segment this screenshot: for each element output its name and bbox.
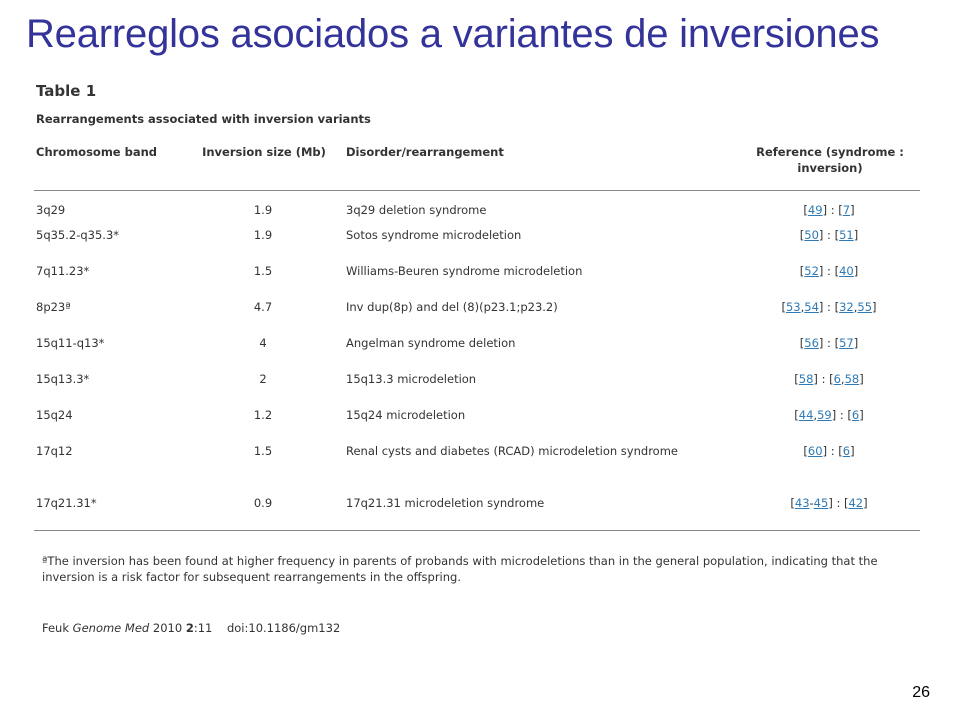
reference-link[interactable]: 40 — [839, 263, 854, 278]
reference-link[interactable]: 44 — [798, 407, 814, 422]
cell-inversion-size: 4 — [259, 335, 267, 350]
reference-separator: - — [809, 495, 814, 510]
cell-disorder: 15q13.3 microdeletion — [346, 371, 477, 386]
cell-disorder: 17q21.31 microdeletion syndrome — [336, 495, 738, 531]
reference-link[interactable]: 6 — [833, 371, 841, 386]
cell-inversion-size: 1.2 — [253, 407, 273, 422]
table-header-row — [34, 144, 920, 191]
rearrangements-table — [34, 144, 920, 531]
reference-link[interactable]: 60 — [807, 443, 823, 458]
header-chromosome-band: Chromosome band — [34, 144, 190, 191]
cell-chromosome-band: 7q11.23* — [36, 263, 90, 278]
table-row — [34, 335, 920, 371]
citation-journal: Genome Med — [72, 621, 150, 635]
table-footnote: ªThe inversion has been found at higher frequency in parents of probands with microdeletions than in the general population, indicating that the inversion is a risk factor for subsequent rearrangements in the offspring. — [42, 554, 878, 584]
page-number: 26 — [912, 684, 930, 701]
cell-disorder: Williams-Beuren syndrome microdeletion — [346, 263, 583, 278]
cell-reference: [43-45] : [42] — [738, 495, 920, 531]
cell-reference: [52] : [40] — [799, 263, 859, 278]
cell-chromosome-band: 17q21.31* — [34, 495, 190, 531]
cell-inversion-size: 2 — [259, 371, 267, 386]
reference-link[interactable]: 7 — [842, 203, 851, 217]
table-caption: Rearrangements associated with inversion variants — [36, 112, 371, 126]
table-row — [34, 443, 920, 495]
cell-inversion-size: 1.5 — [253, 263, 273, 278]
table-figure — [34, 82, 920, 635]
reference-link[interactable]: 42 — [848, 495, 864, 510]
reference-link[interactable]: 43 — [794, 495, 810, 510]
reference-link[interactable]: 6 — [851, 407, 860, 422]
cell-chromosome-band: 3q29 — [36, 203, 66, 217]
table-row — [34, 407, 920, 443]
cell-reference: [53,54] : [32,55] — [781, 299, 877, 314]
table-body — [34, 191, 920, 531]
citation-doi: doi:10.1186/gm132 — [226, 621, 341, 635]
reference-link[interactable]: 51 — [839, 227, 854, 242]
cell-disorder: Inv dup(8p) and del (8)(p23.1;p23.2) — [346, 299, 558, 314]
cell-reference: [44,59] : [6] — [794, 407, 864, 422]
table-row — [34, 371, 920, 407]
cell-inversion-size: 1.9 — [253, 203, 273, 217]
reference-link[interactable]: 58 — [798, 371, 814, 386]
reference-link[interactable]: 56 — [804, 335, 819, 350]
reference-link[interactable]: 54 — [804, 299, 819, 314]
cell-reference: [49] : [7] — [803, 203, 855, 217]
table-row — [34, 299, 920, 335]
header-inversion-size: Inversion size (Mb) — [190, 144, 336, 191]
reference-link[interactable]: 49 — [807, 203, 823, 217]
reference-link[interactable]: 50 — [804, 227, 819, 242]
cell-inversion-size: 0.9 — [190, 495, 336, 531]
header-reference: Reference (syndrome : inversion) — [738, 144, 920, 191]
citation-volume: 2 — [185, 621, 194, 635]
cell-reference: [50] : [51] — [799, 227, 859, 242]
citation-page: :11 — [193, 621, 213, 635]
reference-link[interactable]: 55 — [857, 299, 873, 314]
table-row — [34, 191, 920, 227]
table-row — [34, 263, 920, 299]
reference-separator: , — [800, 299, 805, 314]
reference-link[interactable]: 6 — [842, 443, 851, 458]
reference-separator: , — [853, 299, 858, 314]
citation — [42, 621, 920, 635]
table-row — [34, 227, 920, 263]
reference-link[interactable]: 57 — [839, 335, 854, 350]
cell-disorder: 3q29 deletion syndrome — [346, 203, 487, 217]
reference-link[interactable]: 53 — [785, 299, 801, 314]
cell-reference: [56] : [57] — [799, 335, 859, 350]
cell-chromosome-band: 17q12 — [36, 443, 73, 458]
reference-link[interactable]: 32 — [839, 299, 854, 314]
slide-title: Rearreglos asociados a variantes de inversiones — [26, 12, 880, 56]
reference-link[interactable]: 58 — [844, 371, 860, 386]
table-label: Table 1 — [36, 82, 97, 100]
cell-disorder: Sotos syndrome microdeletion — [346, 227, 522, 242]
cell-reference: [60] : [6] — [803, 443, 855, 458]
cell-disorder: Renal cysts and diabetes (RCAD) microdeletion syndrome — [346, 443, 678, 458]
header-disorder: Disorder/rearrangement — [336, 144, 738, 191]
reference-separator: , — [840, 371, 845, 386]
cell-reference: [58] : [6,58] — [794, 371, 864, 386]
citation-author: Feuk — [42, 621, 70, 635]
cell-chromosome-band: 5q35.2-q35.3* — [36, 227, 120, 242]
reference-link[interactable]: 52 — [804, 263, 819, 278]
reference-separator: , — [813, 407, 818, 422]
cell-inversion-size: 1.5 — [253, 443, 273, 458]
cell-disorder: Angelman syndrome deletion — [346, 335, 516, 350]
cell-chromosome-band: 15q24 — [36, 407, 73, 422]
reference-link[interactable]: 59 — [817, 407, 832, 422]
cell-chromosome-band: 15q11-q13* — [36, 335, 105, 350]
cell-chromosome-band: 8p23ª — [36, 299, 71, 314]
cell-chromosome-band: 15q13.3* — [36, 371, 90, 386]
cell-disorder: 15q24 microdeletion — [346, 407, 466, 422]
reference-link[interactable]: 45 — [813, 495, 829, 510]
citation-year: 2010 — [152, 621, 183, 635]
cell-inversion-size: 4.7 — [253, 299, 273, 314]
cell-inversion-size: 1.9 — [253, 227, 273, 242]
table-row — [34, 495, 920, 531]
